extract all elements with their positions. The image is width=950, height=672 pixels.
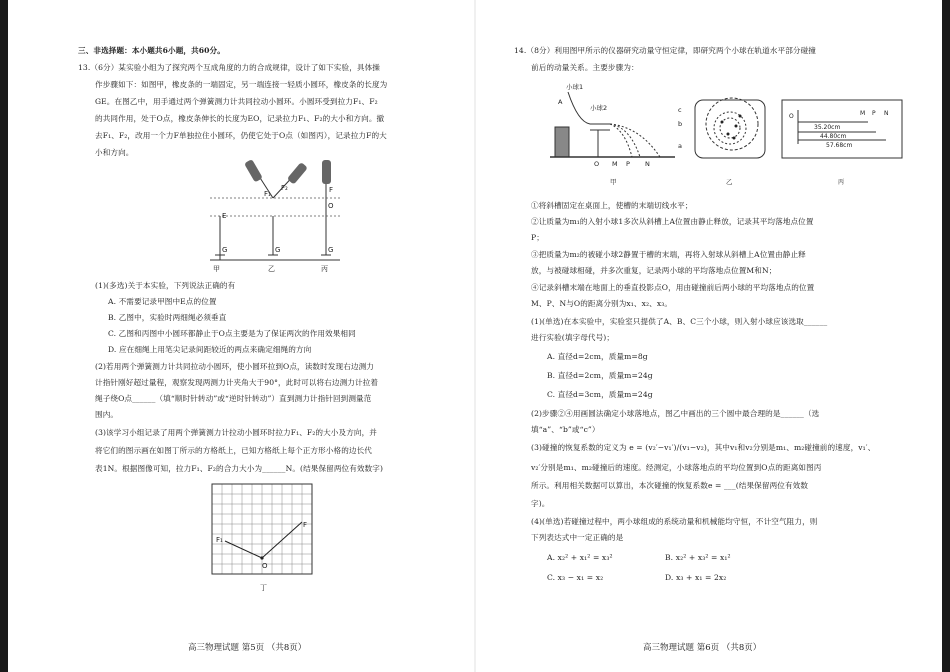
q14-sub4-prompt-2: 下列表达式中一定正确的是 [531, 533, 624, 542]
svg-text:丙: 丙 [838, 179, 845, 186]
q13-sub1-option-c: C. 乙图和丙图中小圆环都静止于O点主要是为了保证两次的作用效果相同 [108, 329, 356, 338]
q14-step-4b: M、P、N与O的距离分别为x₁、x₂、x₃。 [531, 299, 673, 308]
grid-label-f2: F [303, 521, 308, 529]
q13-sub3-line-1: (3)该学习小组记录了用两个弹簧测力计拉动小圆环时拉力F₁、F₂的大小及方向，并 [95, 428, 377, 437]
q14-stem-2: 前后的动量关系。主要步骤为： [531, 63, 639, 72]
svg-text:小球2: 小球2 [590, 104, 608, 112]
q14-sub3-line-1: (3)碰撞的恢复系数的定义为 e = (v₂′−v₁′)/(v₁−v₂)，其中v₁和v₂分别是m₁、m₂碰撞前的速度，v₁′、 [531, 443, 876, 452]
q14-step-4: ④记录斜槽末端在地面上的垂直投影点O，用由碰撞前后两小球的平均落地点的位置 [531, 283, 815, 292]
q13-stem-4: 的共同作用，处于O点，橡皮条伸长的长度为EO，记录拉力F₁、F₂的大小和方向。撤 [95, 114, 385, 123]
dist-label-2: 44.80cm [820, 133, 847, 140]
q14-sub4-option-b: B. x₂² + x₃² = x₁² [665, 553, 731, 562]
q14-sub4-option-c: C. x₃ − x₁ = x₂ [547, 573, 604, 582]
q13-sub1-option-a: A. 不需要记录甲图中E点的位置 [108, 297, 217, 306]
svg-text:G: G [328, 246, 334, 254]
q14-step-3b: 放，与被碰球相碰，并多次重复，记录两小球的平均落地点位置M和N； [531, 266, 777, 275]
svg-text:P: P [872, 110, 876, 117]
q13-sub3-line-2: 将它们的图示画在如图丁所示的方格纸上，已知方格纸上每个正方形小格的边长代 [95, 446, 372, 455]
q14-sub3-line-2: v₂′分别是m₁、m₂碰撞后的速度。经测定，小球落地点的平均位置到O点的距离如图丙 [531, 463, 822, 472]
q13-sub2-line-1: (2)若用两个弹簧测力计共同拉动小圆环，使小圆环拉到O点，读数时发现右边测力 [95, 362, 374, 371]
q13-sub2-line-4: 围内。 [95, 410, 119, 419]
svg-text:E: E [222, 212, 227, 220]
dist-label-3: 57.68cm [826, 142, 853, 149]
q14-sub4-prompt-1: (4)(单选)若碰撞过程中，两小球组成的系统动量和机械能均守恒，不计空气阻力，则 [531, 517, 818, 526]
q14-sub3-line-4: 字)。 [531, 499, 550, 508]
svg-text:O: O [328, 202, 334, 210]
grid-label-ding: 丁 [260, 584, 267, 592]
svg-text:O: O [789, 113, 794, 120]
q13-stem-3: GE。在图乙中，用手通过两个弹簧测力计共同拉动小圆环。小圆环受到拉力F₁、F₂ [95, 97, 378, 106]
right-page [475, 0, 950, 672]
svg-text:a: a [678, 142, 682, 150]
svg-text:O: O [594, 160, 600, 168]
section-header: 三、非选择题：本小题共6小题，共60分。 [78, 46, 225, 55]
svg-text:丙: 丙 [321, 265, 328, 273]
q14-sub4-option-d: D. x₃ + x₁ = 2x₂ [665, 573, 727, 582]
q14-sub1-prompt-2: 进行实验(填字母代号)； [531, 333, 615, 342]
svg-text:G: G [222, 246, 228, 254]
q13-sub1-option-b: B. 乙图中，实验时两细绳必须垂直 [108, 313, 227, 322]
svg-text:F₁: F₁ [264, 190, 271, 198]
svg-text:小球1: 小球1 [566, 83, 584, 91]
q14-stem-1: 14.（8分）利用图甲所示的仪器研究动量守恒定律，即研究两个小球在轨道水平部分碰撞 [514, 46, 816, 55]
svg-text:乙: 乙 [726, 178, 733, 186]
svg-text:c: c [678, 106, 682, 114]
grid-label-o: O [262, 562, 268, 570]
q13-sub1-option-d: D. 应在细绳上用笔尖记录间距较近的两点来确定细绳的方向 [108, 345, 312, 354]
svg-text:M: M [612, 160, 618, 168]
q14-sub3-line-3: 所示。利用相关数据可以算出，本次碰撞的恢复系数e = ___(结果保留两位有效数 [531, 481, 809, 490]
svg-text:G: G [275, 246, 281, 254]
q13-apparatus-figure [205, 160, 365, 275]
svg-text:乙: 乙 [268, 265, 275, 273]
svg-text:F₂: F₂ [281, 184, 288, 192]
q14-sub2-line-1: (2)步骤②④用画圆法确定小球落地点，图乙中画出的三个圆中最合理的是______（选 [531, 409, 820, 418]
q14-sub4-option-a: A. x₂² + x₁² = x₃² [547, 553, 613, 562]
q13-stem-6: 小和方向。 [95, 148, 134, 157]
svg-text:甲: 甲 [213, 265, 220, 273]
q14-apparatus-figure [550, 82, 910, 192]
q14-step-2: ②让质量为m₁的入射小球1多次从斜槽上A位置由静止释放，记录其平均落地点位置 [531, 217, 814, 226]
q13-sub1-prompt: (1)(多选)关于本实验，下列说法正确的有 [95, 281, 236, 290]
svg-text:N: N [645, 160, 650, 168]
q13-sub2-line-3: 绳子绕O点______（填“顺时针转动”或“逆时针转动”）直到测力计指针回到测量范 [95, 394, 372, 403]
svg-text:b: b [678, 120, 683, 128]
svg-text:A: A [558, 98, 563, 106]
q13-stem-1: 13.（6分）某实验小组为了探究两个互成角度的力的合成规律，设计了如下实验，具体操 [78, 63, 380, 72]
q14-step-2b: P； [531, 233, 544, 242]
q14-sub1-prompt-1: (1)(单选)在本实验中，实验室只提供了A、B、C三个小球，则入射小球应该选取______ [531, 317, 828, 326]
q14-step-3: ③把质量为m₂的被碰小球2静置于槽的末端，再将入射球从斜槽上A位置由静止释 [531, 250, 806, 259]
q13-stem-2: 作步骤如下：如图甲，橡皮条的一端固定，另一端连接一轻质小圆环，橡皮条的长度为 [95, 80, 388, 89]
q14-sub1-option-b: B. 直径d=2cm，质量m=24g [547, 371, 653, 380]
dist-label-1: 35.20cm [814, 124, 841, 131]
left-footer: 高三物理试题 第5页 （共8页） [188, 643, 307, 653]
q14-sub1-option-a: A. 直径d=2cm，质量m=8g [547, 352, 648, 361]
q13-grid-figure-ding [210, 482, 320, 594]
q14-sub2-line-2: 填“a”、“b”或“c”） [531, 425, 600, 434]
svg-text:M: M [860, 110, 866, 117]
q14-sub1-option-c: C. 直径d=3cm，质量m=24g [547, 390, 653, 399]
right-footer: 高三物理试题 第6页 （共8页） [643, 643, 762, 653]
svg-text:P: P [626, 160, 630, 168]
q13-sub2-line-2: 计指针刚好超过量程，观察发现两测力计夹角大于90°，此时可以将右边测力计拉着 [95, 378, 379, 387]
svg-text:甲: 甲 [610, 178, 617, 186]
svg-text:N: N [884, 110, 889, 117]
q13-stem-5: 去F₁、F₂，改用一个力F单独拉住小圆环，仍使它处于O点（如图丙），记录拉力F的大 [95, 131, 387, 140]
q13-sub3-line-3: 表1N。根据图像可知，拉力F₁、F₂的合力大小为______N。(结果保留两位有效数字) [95, 464, 384, 473]
svg-text:F: F [329, 186, 334, 194]
grid-label-f1: F₁ [216, 536, 223, 544]
q14-step-1: ①将斜槽固定在桌面上，使槽的末端切线水平； [531, 201, 693, 210]
